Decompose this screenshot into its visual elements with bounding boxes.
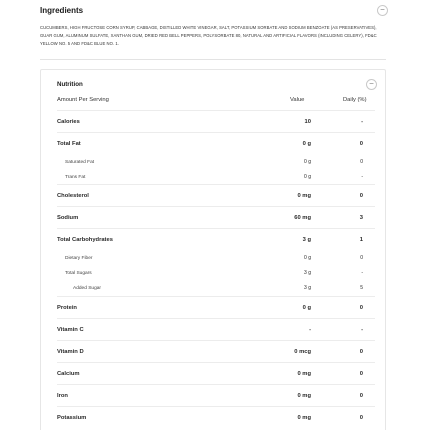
- nutrient-value: 10: [304, 119, 311, 125]
- nutrient-daily-percent: -: [361, 119, 363, 125]
- ingredients-title: Ingredients: [40, 5, 84, 15]
- nutrient-value: 0 g: [302, 305, 311, 311]
- collapse-ingredients-icon[interactable]: −: [377, 5, 388, 16]
- nutrient-daily-percent: 0: [359, 415, 363, 421]
- amount-per-serving-header: Amount Per Serving: [57, 97, 109, 103]
- nutrition-row: [57, 346, 375, 360]
- nutrient-value: 3 g: [304, 270, 311, 276]
- nutrition-row: [57, 267, 375, 281]
- nutrient-daily-percent: 0: [359, 393, 363, 399]
- nutrition-row: [57, 412, 375, 426]
- nutrition-row: [57, 234, 375, 248]
- nutrient-value: 0 mg: [297, 415, 311, 421]
- nutrition-row: [57, 324, 375, 338]
- nutrient-daily-percent: 0: [360, 255, 363, 261]
- nutrient-value: 0 g: [304, 174, 311, 180]
- nutrient-label: Added Sugar: [73, 286, 102, 291]
- nutrient-value: -: [309, 327, 311, 333]
- nutrient-label: Total Carbohydrates: [57, 237, 113, 243]
- value-header: Value: [290, 97, 305, 103]
- nutrient-label: Calories: [57, 119, 80, 125]
- row-divider: [57, 206, 375, 207]
- row-divider: [57, 362, 375, 363]
- nutrient-label: Trans Fat: [65, 175, 86, 180]
- nutrient-label: Cholesterol: [57, 193, 89, 199]
- nutrient-label: Vitamin C: [57, 327, 84, 333]
- nutrient-daily-percent: 5: [360, 285, 363, 291]
- ingredients-divider: [40, 59, 386, 60]
- nutrient-label: Vitamin D: [57, 349, 84, 355]
- nutrient-value: 0 mg: [297, 393, 311, 399]
- nutrient-label: Sodium: [57, 215, 79, 221]
- nutrient-daily-percent: 0: [359, 305, 363, 311]
- nutrition-row: [57, 368, 375, 382]
- nutrient-value: 0 g: [304, 255, 311, 261]
- ingredients-header[interactable]: [40, 3, 388, 17]
- nutrition-row: [57, 390, 375, 404]
- collapse-nutrition-icon[interactable]: −: [366, 79, 377, 90]
- row-divider: [57, 406, 375, 407]
- nutrition-row: [57, 156, 375, 170]
- nutrient-value: 3 g: [302, 237, 311, 243]
- row-divider: [57, 318, 375, 319]
- nutrient-value: 3 g: [304, 285, 311, 291]
- daily-percent-header: Daily (%): [343, 97, 367, 103]
- row-divider: [57, 384, 375, 385]
- nutrient-label: Potassium: [57, 415, 87, 421]
- nutrient-value: 0 g: [302, 141, 311, 147]
- nutrient-daily-percent: 1: [359, 237, 363, 243]
- nutrition-row: [57, 138, 375, 152]
- nutrition-row: [57, 252, 375, 266]
- row-divider: [57, 296, 375, 297]
- row-divider: [57, 132, 375, 133]
- nutrition-panel: [40, 69, 386, 430]
- nutrient-value: 0 mg: [297, 193, 311, 199]
- nutrition-header[interactable]: [57, 77, 377, 91]
- nutrition-title: Nutrition: [57, 80, 83, 88]
- nutrient-daily-percent: -: [361, 270, 363, 276]
- nutrition-row: [57, 171, 375, 185]
- nutrient-value: 0 mg: [297, 371, 311, 377]
- nutrient-label: Dietary Fiber: [65, 256, 93, 261]
- nutrient-daily-percent: 0: [359, 349, 363, 355]
- nutrition-row: [57, 302, 375, 316]
- nutrient-daily-percent: 0: [360, 159, 363, 165]
- ingredients-text: CUCUMBERS, HIGH FRUCTOSE CORN SYRUP, CABBAGE, DISTILLED WHITE VINEGAR, SALT, POTASSIUM SORBATE AND SODIUM BENZOATE (AS PRESERVATIVES), GUAR GUM, ALUMINUM SULFATE, XANTHAN GUM, DRIED RED BELL PEPPERS, POLYSORBATE 80, NATURAL AND ARTIFICIAL FLAVORS (INCLUDING CELERY), FD&C YELLOW NO. 5 AND FD&C BLUE NO. 1.: [40, 25, 377, 47]
- nutrient-label: Protein: [57, 305, 77, 311]
- nutrient-daily-percent: 0: [359, 193, 363, 199]
- nutrient-value: 60 mg: [294, 215, 311, 221]
- nutrition-row: [57, 190, 375, 204]
- nutrition-row: [57, 116, 375, 130]
- row-divider: [57, 110, 375, 111]
- nutrition-row: [57, 282, 375, 296]
- nutrient-label: Calcium: [57, 371, 80, 377]
- nutrient-daily-percent: -: [361, 327, 363, 333]
- nutrient-value: 0 mcg: [294, 349, 311, 355]
- nutrient-daily-percent: 3: [359, 215, 363, 221]
- row-divider: [57, 340, 375, 341]
- nutrient-value: 0 g: [304, 159, 311, 165]
- nutrient-daily-percent: -: [361, 174, 363, 180]
- nutrient-daily-percent: 0: [359, 141, 363, 147]
- nutrition-row: [57, 212, 375, 226]
- nutrient-label: Total Fat: [57, 141, 81, 147]
- nutrient-daily-percent: 0: [359, 371, 363, 377]
- nutrition-column-headers: [57, 97, 377, 109]
- nutrient-label: Iron: [57, 393, 68, 399]
- nutrient-label: Total Sugars: [65, 271, 92, 276]
- nutrient-label: Saturated Fat: [65, 160, 95, 165]
- row-divider: [57, 228, 375, 229]
